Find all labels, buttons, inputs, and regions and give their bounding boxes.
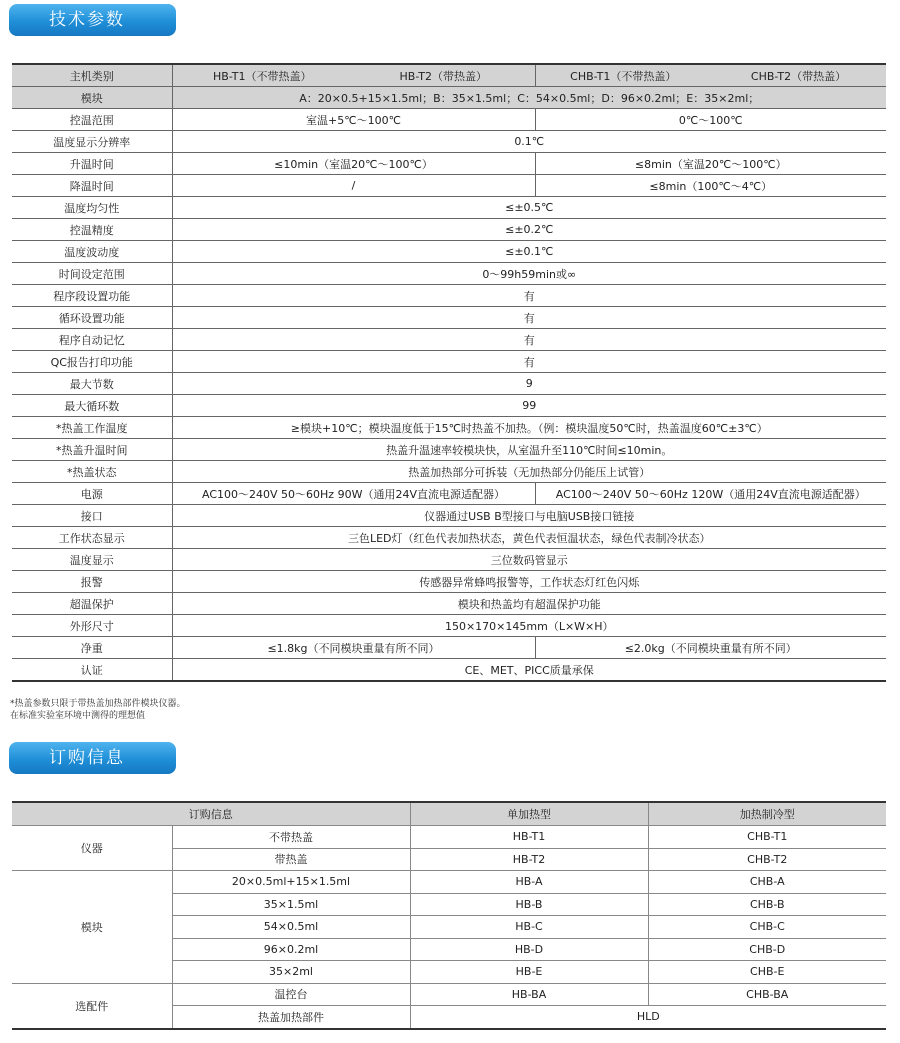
spec-value: CE、MET、PICC质量承保 <box>172 659 886 682</box>
order-code-heat: HB-BA <box>410 983 648 1006</box>
order-code-heat: HB-E <box>410 961 648 984</box>
spec-row <box>12 527 886 549</box>
spec-value: ≤±0.2℃ <box>172 219 886 241</box>
order-item: 热盖加热部件 <box>172 1006 410 1029</box>
order-code-cool: CHB-C <box>648 916 886 939</box>
model-name: HB-T1（不带热盖） <box>172 64 352 87</box>
spec-value: ≥模块+10℃；模块温度低于15℃时热盖不加热。（例：模块温度50℃时，热盖温度60℃±3℃） <box>172 417 886 439</box>
spec-label: 工作状态显示 <box>12 527 172 549</box>
spec-value: 三位数码管显示 <box>172 549 886 571</box>
order-code-heat: HB-D <box>410 938 648 961</box>
order-code: HLD <box>410 1006 886 1029</box>
spec-row <box>12 109 886 131</box>
spec-row <box>12 593 886 615</box>
spec-row <box>12 153 886 175</box>
order-row <box>12 983 886 1006</box>
spec-row <box>12 329 886 351</box>
spec-row <box>12 483 886 505</box>
spec-value: 有 <box>172 329 886 351</box>
spec-value-chb: ≤8min（室温20℃～100℃） <box>535 153 886 175</box>
spec-value-hb: / <box>172 175 535 197</box>
spec-label: 温度波动度 <box>12 241 172 263</box>
spec-module-row <box>12 87 886 109</box>
order-group: 选配件 <box>12 983 172 1029</box>
spec-value: 99 <box>172 395 886 417</box>
spec-row <box>12 197 886 219</box>
spec-value: 150×170×145mm（L×W×H） <box>172 615 886 637</box>
spec-value: 0.1℃ <box>172 131 886 153</box>
spec-label: 升温时间 <box>12 153 172 175</box>
section-tab-order-info: 订购信息 <box>9 742 176 774</box>
spec-label: 最大节数 <box>12 373 172 395</box>
spec-row <box>12 285 886 307</box>
spec-value: 模块和热盖均有超温保护功能 <box>172 593 886 615</box>
spec-label: 认证 <box>12 659 172 682</box>
order-code-cool: CHB-D <box>648 938 886 961</box>
order-item: 35×2ml <box>172 961 410 984</box>
spec-value: A：20×0.5+15×1.5ml；B：35×1.5ml；C：54×0.5ml；D：96×0.2ml；E：35×2ml； <box>172 87 886 109</box>
order-item: 35×1.5ml <box>172 893 410 916</box>
spec-label: QC报告打印功能 <box>12 351 172 373</box>
order-code-heat: HB-T1 <box>410 826 648 849</box>
spec-table <box>12 63 886 682</box>
spec-value: 9 <box>172 373 886 395</box>
spec-label: 温度显示 <box>12 549 172 571</box>
order-code-cool: CHB-A <box>648 871 886 894</box>
order-code-heat: HB-C <box>410 916 648 939</box>
order-code-cool: CHB-BA <box>648 983 886 1006</box>
spec-label: 超温保护 <box>12 593 172 615</box>
order-group: 模块 <box>12 871 172 984</box>
spec-row <box>12 241 886 263</box>
order-row <box>12 826 886 849</box>
footnote: 在标准实验室环境中测得的理想值 <box>10 711 146 721</box>
spec-value: ≤±0.5℃ <box>172 197 886 219</box>
spec-header-row <box>12 64 886 87</box>
spec-value-hb: ≤1.8kg（不同模块重量有所不同） <box>172 637 535 659</box>
spec-row <box>12 659 886 682</box>
spec-value: 传感器异常蜂鸣报警等，工作状态灯红色闪烁 <box>172 571 886 593</box>
spec-row <box>12 615 886 637</box>
spec-value-chb: ≤8min（100℃～4℃） <box>535 175 886 197</box>
spec-label: *热盖工作温度 <box>12 417 172 439</box>
order-group: 仪器 <box>12 826 172 871</box>
order-item: 带热盖 <box>172 848 410 871</box>
spec-value-chb: 0℃～100℃ <box>535 109 886 131</box>
spec-value: 三色LED灯（红色代表加热状态，黄色代表恒温状态，绿色代表制冷状态） <box>172 527 886 549</box>
spec-label: 报警 <box>12 571 172 593</box>
spec-row <box>12 395 886 417</box>
order-code-cool: CHB-T1 <box>648 826 886 849</box>
spec-row <box>12 351 886 373</box>
spec-label: 控温精度 <box>12 219 172 241</box>
spec-label: 控温范围 <box>12 109 172 131</box>
order-item: 不带热盖 <box>172 826 410 849</box>
order-header: 订购信息 <box>12 802 410 826</box>
order-code-cool: CHB-T2 <box>648 848 886 871</box>
spec-label: 净重 <box>12 637 172 659</box>
spec-value: 有 <box>172 351 886 373</box>
spec-label: 温度显示分辨率 <box>12 131 172 153</box>
spec-value-chb: AC100～240V 50～60Hz 120W（通用24V直流电源适配器） <box>535 483 886 505</box>
footnotes <box>10 698 186 722</box>
spec-value-hb: 室温+5℃～100℃ <box>172 109 535 131</box>
order-code-cool: CHB-B <box>648 893 886 916</box>
spec-value: 仪器通过USB B型接口与电脑USB接口链接 <box>172 505 886 527</box>
order-item: 温控台 <box>172 983 410 1006</box>
spec-label: 时间设定范围 <box>12 263 172 285</box>
spec-value: ≤±0.1℃ <box>172 241 886 263</box>
spec-label: 降温时间 <box>12 175 172 197</box>
spec-value: 0～99h59min或∞ <box>172 263 886 285</box>
spec-row <box>12 461 886 483</box>
order-code-heat: HB-B <box>410 893 648 916</box>
spec-row <box>12 175 886 197</box>
model-name: CHB-T1（不带热盖） <box>535 64 711 87</box>
spec-value: 有 <box>172 285 886 307</box>
spec-label: 接口 <box>12 505 172 527</box>
spec-value-hb: AC100～240V 50～60Hz 90W（通用24V直流电源适配器） <box>172 483 535 505</box>
spec-label: 电源 <box>12 483 172 505</box>
spec-label: 温度均匀性 <box>12 197 172 219</box>
model-name: HB-T2（带热盖） <box>352 64 535 87</box>
order-table <box>12 801 886 1030</box>
order-item: 20×0.5ml+15×1.5ml <box>172 871 410 894</box>
spec-row <box>12 637 886 659</box>
spec-label: *热盖状态 <box>12 461 172 483</box>
order-code-heat: HB-T2 <box>410 848 648 871</box>
spec-row <box>12 263 886 285</box>
spec-value: 热盖加热部分可拆装（无加热部分仍能压上试管） <box>172 461 886 483</box>
spec-value: 有 <box>172 307 886 329</box>
order-header: 单加热型 <box>410 802 648 826</box>
spec-row <box>12 131 886 153</box>
spec-label: 模块 <box>12 87 172 109</box>
spec-label: 外形尺寸 <box>12 615 172 637</box>
spec-row <box>12 571 886 593</box>
spec-row <box>12 549 886 571</box>
spec-label: 循环设置功能 <box>12 307 172 329</box>
spec-value-chb: ≤2.0kg（不同模块重量有所不同） <box>535 637 886 659</box>
order-item: 54×0.5ml <box>172 916 410 939</box>
spec-value-hb: ≤10min（室温20℃～100℃） <box>172 153 535 175</box>
order-row <box>12 871 886 894</box>
spec-row <box>12 439 886 461</box>
order-code-heat: HB-A <box>410 871 648 894</box>
model-name: CHB-T2（带热盖） <box>711 64 886 87</box>
spec-label: 程序自动记忆 <box>12 329 172 351</box>
spec-value: 热盖升温速率较模块快，从室温升至110℃时间≤10min。 <box>172 439 886 461</box>
spec-label: *热盖升温时间 <box>12 439 172 461</box>
spec-label: 程序段设置功能 <box>12 285 172 307</box>
footnote: *热盖参数只限于带热盖加热部件模块仪器。 <box>10 699 186 709</box>
spec-label: 主机类别 <box>12 64 172 87</box>
order-header-row <box>12 802 886 826</box>
spec-row <box>12 307 886 329</box>
spec-row <box>12 505 886 527</box>
section-tab-tech-params: 技术参数 <box>9 4 176 36</box>
order-item: 96×0.2ml <box>172 938 410 961</box>
spec-row <box>12 417 886 439</box>
spec-label: 最大循环数 <box>12 395 172 417</box>
order-header: 加热制冷型 <box>648 802 886 826</box>
order-code-cool: CHB-E <box>648 961 886 984</box>
spec-row <box>12 373 886 395</box>
spec-row <box>12 219 886 241</box>
